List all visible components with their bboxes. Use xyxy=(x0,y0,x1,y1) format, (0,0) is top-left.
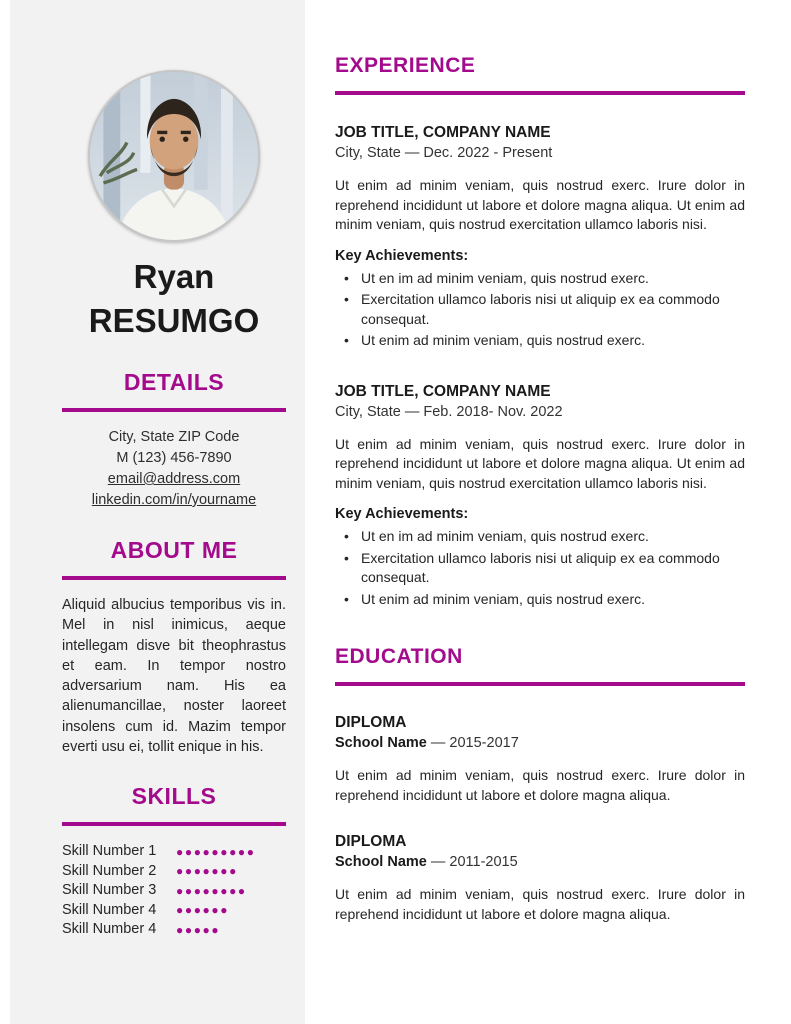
about-heading: ABOUT ME xyxy=(110,537,238,563)
main-column xyxy=(305,0,791,1024)
skill-level-dots: ●●●●●●● xyxy=(176,864,238,879)
skill-level-dots: ●●●●●●●● xyxy=(176,883,247,898)
sidebar xyxy=(10,0,305,1024)
details-heading: DETAILS xyxy=(123,369,225,395)
achievements-label: Key Achievements: xyxy=(335,247,469,264)
education-meta xyxy=(335,852,745,872)
skill-label: Skill Number 4 xyxy=(62,921,157,938)
skill-row xyxy=(62,841,286,861)
email-link[interactable]: email@address.com xyxy=(107,471,241,487)
skills-divider xyxy=(62,822,286,826)
candidate-last-name: RESUMGO xyxy=(88,302,260,339)
achievement-item: • Ut en im ad minim veniam, quis nostrud exerc. xyxy=(335,269,745,289)
job-summary: Ut enim ad minim veniam, quis nostrud exerc. Irure dolor in reprehend incididunt ut labore et dolore magna aliqua. Ut enim ad minim veniam, quis nostrud exercitation ullamco laboris nisi. xyxy=(335,177,745,232)
achievement-item: • Exercitation ullamco laboris nisi ut aliquip ex ea commodo consequat. xyxy=(335,290,745,329)
skills-heading: SKILLS xyxy=(131,783,217,810)
about-text: Aliquid albucius temporibus vis in. Mel in nisl inimicus, aeque intellegam disve bit theophrastus et eam. In tempor nostro adversarium nam. His ea alienumancillae, noster laoreet insolens cum id. Mazim tempor everti usu ei, tollit enique in his. xyxy=(62,597,286,756)
experience-divider xyxy=(335,91,745,95)
education-summary: Ut enim ad minim veniam, quis nostrud exerc. Irure dolor in reprehend incididunt ut labore et dolore magna aliqua. xyxy=(335,886,745,922)
education-item xyxy=(335,832,745,924)
diploma-title: DIPLOMA xyxy=(335,833,407,850)
skill-level-dots: ●●●●●● xyxy=(176,903,230,918)
achievement-item: • Exercitation ullamco laboris nisi ut aliquip ex ea commodo consequat. xyxy=(335,549,745,588)
profile-photo xyxy=(88,70,260,242)
linkedin-link[interactable]: linkedin.com/in/yourname xyxy=(91,492,257,508)
achievements-list xyxy=(335,527,745,609)
achievement-item: • Ut en im ad minim veniam, quis nostrud exerc. xyxy=(335,527,745,547)
job-title: JOB TITLE, COMPANY NAME xyxy=(335,382,551,400)
skill-label: Skill Number 2 xyxy=(62,862,157,879)
education-meta xyxy=(335,733,745,753)
skill-label: Skill Number 3 xyxy=(62,882,157,899)
candidate-name xyxy=(62,255,286,343)
skill-level-dots: ●●●●●●●●● xyxy=(176,844,256,859)
skill-row xyxy=(62,861,286,881)
education-heading: EDUCATION xyxy=(335,645,463,668)
candidate-first-name: Ryan xyxy=(133,258,215,295)
education-section xyxy=(335,645,745,924)
skill-label: Skill Number 4 xyxy=(62,901,157,918)
education-divider xyxy=(335,682,745,686)
education-dates: — 2011-2015 xyxy=(430,854,518,870)
job-meta: City, State — Feb. 2018- Nov. 2022 xyxy=(335,403,563,420)
school-name: School Name xyxy=(335,854,427,870)
skill-row xyxy=(62,900,286,920)
job-summary: Ut enim ad minim veniam, quis nostrud exerc. Irure dolor in reprehend incididunt ut labore et dolore magna aliqua. Ut enim ad minim veniam, quis nostrud exercitation ullamco laboris nisi. xyxy=(335,435,745,491)
experience-item xyxy=(335,123,745,351)
job-meta: City, State — Dec. 2022 - Present xyxy=(335,145,553,161)
contact-block xyxy=(62,427,286,511)
experience-section xyxy=(335,54,745,609)
job-title: JOB TITLE, COMPANY NAME xyxy=(335,124,551,141)
about-divider xyxy=(62,576,286,580)
education-dates: — 2015-2017 xyxy=(430,735,519,751)
achievement-item: • Ut enim ad minim veniam, quis nostrud exerc. xyxy=(335,590,745,610)
school-name: School Name xyxy=(335,735,427,751)
achievements-list xyxy=(335,269,745,351)
skill-label: Skill Number 1 xyxy=(62,843,157,860)
education-summary: Ut enim ad minim veniam, quis nostrud exerc. Irure dolor in reprehend incididunt ut labore et dolore magna aliqua. xyxy=(335,767,745,803)
address-text: City, State ZIP Code xyxy=(108,429,240,445)
skill-row xyxy=(62,880,286,900)
skill-row xyxy=(62,919,286,939)
experience-item xyxy=(335,382,745,610)
skills-list xyxy=(62,841,286,939)
achievements-label: Key Achievements: xyxy=(335,506,469,522)
phone-text: M (123) 456-7890 xyxy=(116,450,232,466)
diploma-title: DIPLOMA xyxy=(335,714,407,731)
details-divider xyxy=(62,408,286,412)
achievement-item: • Ut enim ad minim veniam, quis nostrud exerc. xyxy=(335,331,745,351)
experience-heading: EXPERIENCE xyxy=(335,54,476,77)
avatar-illustration xyxy=(90,72,258,240)
skill-level-dots: ●●●●● xyxy=(176,922,221,937)
education-item xyxy=(335,713,745,805)
